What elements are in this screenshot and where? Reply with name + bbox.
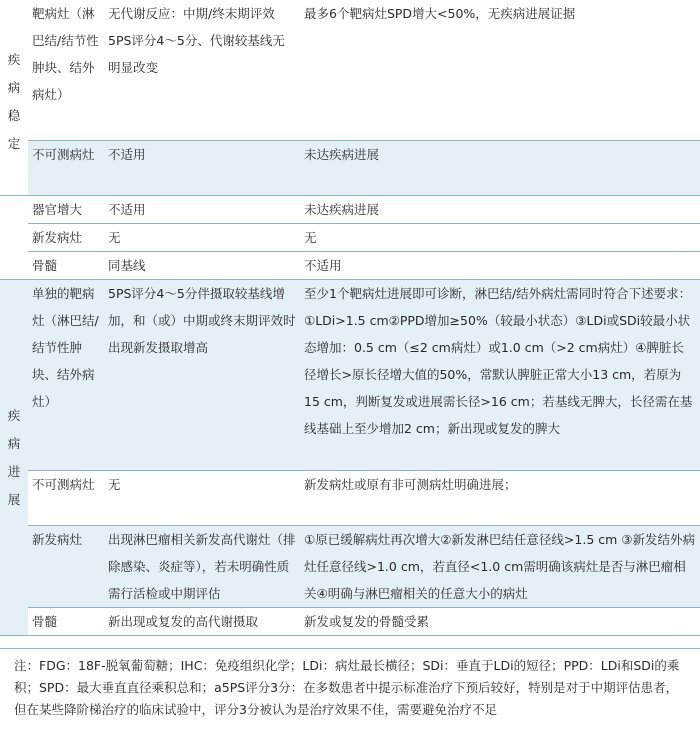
category-char: 展 — [7, 491, 21, 507]
site-cell: 器官增大 — [28, 196, 104, 224]
pet-cell: 无代谢反应：中期/终末期评效5PS评分4～5分、代谢较基线无明显改变 — [104, 0, 300, 141]
table-row — [0, 0, 700, 141]
table-row — [0, 141, 700, 196]
pet-cell: 出现淋巴瘤相关新发高代谢灶（排除感染、炎症等），若未明确性质需行活检或中期评估 — [104, 526, 300, 608]
pet-cell: 无 — [104, 471, 300, 526]
table-footnote: 注：FDG：18F-脱氧葡萄糖；IHC：免疫组织化学；LDi：病灶最长横径；SDi：垂直于LDi的短径；PPD：LDi和SDi的乘积；SPD：最大垂直直径乘积总和；a5PS评分3分：在多数患者中提示标准治疗下预后较好，特别是对于中期评估患者，但在某些降阶梯治疗的临床试验中，评分3分被认为是治疗效果不佳，需要避免治疗不足 — [14, 658, 680, 717]
pet-cell: 不适用 — [104, 141, 300, 196]
pet-cell: 无 — [104, 224, 300, 252]
pet-cell: 5PS评分4～5分伴摄取较基线增加，和（或）中期或终末期评效时出现新发摄取增高 — [104, 280, 300, 471]
ct-cell: 无 — [300, 224, 700, 252]
site-cell: 靶病灶（淋巴结/结节性肿块、结外病灶） — [28, 0, 104, 141]
ct-cell: 新发或复发的骨髓受累 — [300, 608, 700, 636]
category-char: 稳 — [7, 107, 21, 123]
site-cell: 骨髓 — [28, 252, 104, 280]
site-cell: 单独的靶病灶（淋巴结/结节性肿块、结外病灶） — [28, 280, 104, 471]
category-char: 病 — [7, 435, 21, 451]
table-row — [0, 526, 700, 608]
ct-cell: ①原已缓解病灶再次增大②新发淋巴结任意径线>1.5 cm ③新发结外病灶任意径线>1.0 cm，若直径<1.0 cm需明确该病灶是否与淋巴瘤相关④明确与淋巴瘤相关的任意大小的病灶 — [300, 526, 700, 608]
category-progress — [0, 280, 28, 636]
site-cell: 不可测病灶 — [28, 141, 104, 196]
pet-cell: 不适用 — [104, 196, 300, 224]
ct-cell: 未达疾病进展 — [300, 196, 700, 224]
ct-cell: 最多6个靶病灶SPD增大<50%，无疾病进展证据 — [300, 0, 700, 141]
site-cell: 骨髓 — [28, 608, 104, 636]
category-stable-cont — [0, 196, 28, 280]
category-char: 定 — [7, 135, 21, 151]
category-char: 进 — [7, 463, 21, 479]
ct-cell: 至少1个靶病灶进展即可诊断，淋巴结/结外病灶需同时符合下述要求：①LDi>1.5 cm②PPD增加≥50%（较最小状态）③LDi或SDi较最小状态增加：0.5 cm（≤2 cm病灶）或1.0 cm（>2 cm病灶）④脾脏长径增长>原长径增大值的50%，常默认脾脏正常大小13 cm，若原为15 cm，判断复发或进展需长径>16 cm；若基线无脾大，长径需在基线基础上至少增加2 cm；新出现或复发的脾大 — [300, 280, 700, 471]
category-stable — [0, 0, 28, 196]
table-row — [0, 224, 700, 252]
site-cell: 新发病灶 — [28, 526, 104, 608]
note-divider — [0, 648, 700, 649]
category-char: 病 — [7, 79, 21, 95]
site-cell: 新发病灶 — [28, 224, 104, 252]
pet-cell: 同基线 — [104, 252, 300, 280]
ct-cell: 新发病灶或原有非可测病灶明确进展； — [300, 471, 700, 526]
ct-cell: 未达疾病进展 — [300, 141, 700, 196]
category-char: 疾 — [7, 407, 21, 423]
table-row — [0, 608, 700, 636]
table-row — [0, 280, 700, 471]
pet-cell: 新出现或复发的高代谢摄取 — [104, 608, 300, 636]
table-row — [0, 252, 700, 280]
category-char: 疾 — [7, 51, 21, 67]
site-cell: 不可测病灶 — [28, 471, 104, 526]
table-row — [0, 196, 700, 224]
table-row — [0, 471, 700, 526]
ct-cell: 不适用 — [300, 252, 700, 280]
